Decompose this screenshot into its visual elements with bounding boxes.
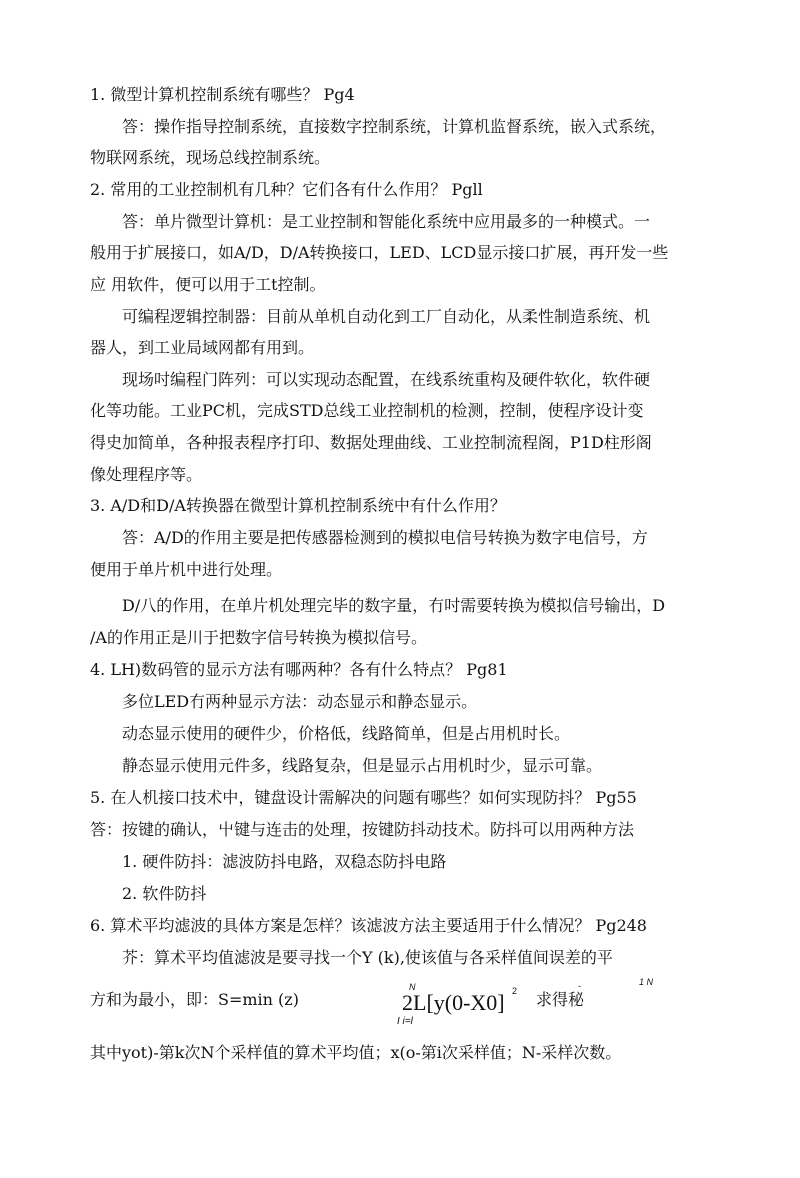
answer-2-line-3: 应 用软件，便可以用于工t控制。	[90, 275, 326, 294]
answer-2-line-4: 可编程逻辑控制器：目前从单机自动化到工厂自动化，从柔性制造系统、机	[122, 307, 651, 326]
answer-1-line-2: 物联网系统，现场总线控制系统。	[90, 148, 331, 167]
answer-2-line-8: 得史加简单，各种报表程序打印、数据处理曲线、工业控制流程阁，P1D柱形阁	[90, 433, 652, 452]
question-5: 5. 在人机接口技术中，键盘设计需解决的问题有哪些？如何实现防抖？ Pg55	[90, 788, 637, 807]
answer-4-line-3: 静态显示使用元件多，线路复杂，但是显示占用机时少，显示可靠。	[122, 756, 603, 775]
answer-5-line-1: 答：按键的确认，屮键与连击的处理，按键防抖动技术。防抖可以用两种方法	[90, 820, 635, 839]
formula-result: 求得秘	[536, 990, 585, 1009]
formula-lead: 方和为最小，即：S=min (z)	[90, 990, 299, 1009]
formula-result-mark: -	[578, 981, 581, 991]
question-2: 2. 常用的工业控制机有几种？它们各有什么作用？ Pgll	[90, 180, 483, 199]
formula-corner-note: 1 N	[639, 977, 654, 987]
definition-line: 其中yot)-第k次N个采样值的算术平均值；x(o-第i次采样值；N-采样次数。	[90, 1043, 622, 1062]
answer-3-line-3: D/八的作用，在单片机处理完毕的数字量，冇吋需要转换为模拟信号输出，D	[122, 596, 666, 615]
formula-exponent: 2	[512, 986, 518, 996]
answer-1-line-1: 答：操作指导控制系统，直接数字控制系统，计算机监督系统，嵌入式系统，	[122, 117, 667, 136]
formula-upper-limit: N	[409, 982, 416, 992]
answer-5-line-2: 1. 硬件防抖：滤波防抖电路，双稳态防抖电路	[122, 852, 447, 871]
answer-2-line-2: 般用于扩展接口，如A/D，D/A转换接口，LED、LCD显示接口扩展，再幵发一些	[90, 243, 669, 262]
answer-2-line-7: 化等功能。工业PC机，完成STD总线工业控制机的检测，控制，使程序设计变	[90, 401, 644, 420]
answer-3-line-2: 便用于单片机中进行处理。	[90, 560, 283, 579]
formula-lower-limit: I i=l	[397, 1016, 413, 1027]
question-1: 1. 微型计算机控制系统有哪些？ Pg4	[90, 85, 355, 104]
answer-2-line-5: 器人，到工业局域网都有用到。	[90, 338, 315, 357]
formula-expression: 2L[y(0-X0]	[402, 990, 505, 1015]
answer-4-line-2: 动态显示使用的硬件少，价格低，线路简单，但是占用机时长。	[122, 724, 571, 743]
question-4: 4. LH)数码管的显示方法有哪两种？各有什么特点？ Pg81	[90, 660, 508, 679]
answer-2-line-6: 现场吋编程门阵列：可以实现动态配置，在线系统重构及硬件软化，软件硬	[122, 370, 651, 389]
answer-3-line-4: /A的作用正是川于把数字信号转换为模拟信号。	[90, 628, 427, 647]
answer-2-line-1: 答：单片微型计算机：是工业控制和智能化系统中应用最多的一种模式。一	[122, 212, 651, 231]
answer-6-line-1: 芥：算术平均值滤波是要寻找一个Y (k),使该值与各采样值间误差的平	[122, 948, 613, 967]
answer-2-line-9: 像处理程序等。	[90, 465, 203, 484]
answer-4-line-1: 多位LED冇两种显示方法：动态显示和静态显示。	[122, 692, 478, 711]
answer-3-line-1: 答：A/D的作用主要是把传感器检测到的模拟电信号转换为数字电信号，方	[122, 528, 648, 547]
answer-5-line-3: 2. 软件防抖	[122, 884, 207, 903]
question-6: 6. 算术平均滤波的具体方案是怎样？该滤波方法主要适用于什么情况？ Pg248	[90, 916, 647, 935]
question-3: 3. A/D和D/A转换器在微型计算机控制系统中有什么作用？	[90, 496, 506, 515]
